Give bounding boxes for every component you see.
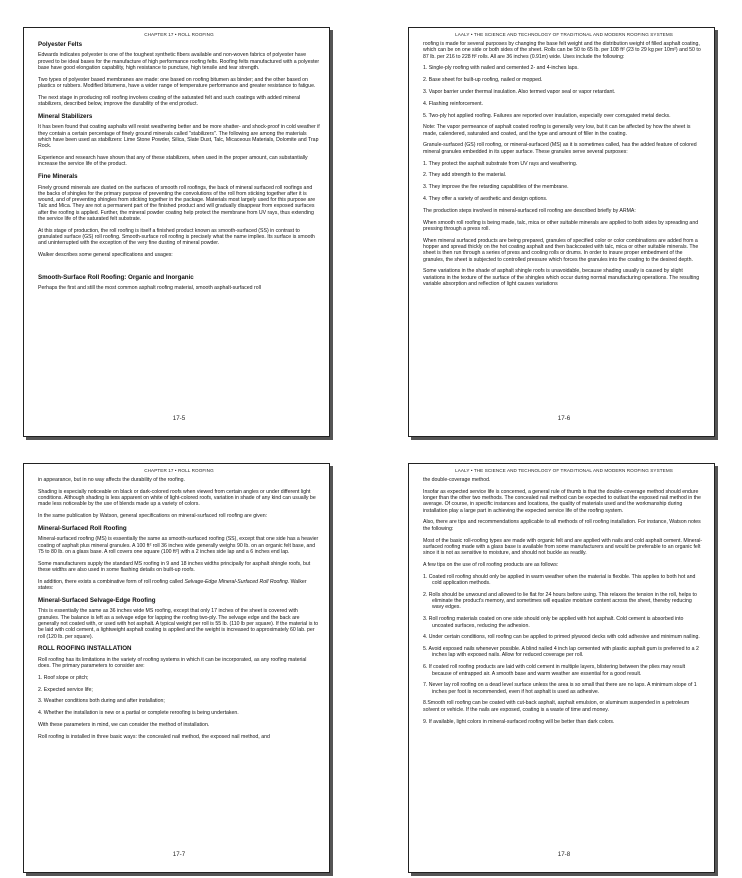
paragraph-text: . Walker states: xyxy=(38,578,307,592)
running-header: LAALY • THE SCIENCE AND TECHNOLOGY OF TRADITIONAL AND MODERN ROOFING SYSTEMS xyxy=(455,32,673,37)
list-item: 7. Never lay roll roofing on a dead level surface unless the area is so small that there are no laps. A minimum slope of 1 inches per foot is recommended, even if hot asphalt is used as adhesive. xyxy=(423,682,697,695)
paragraph: Mineral-surfaced roofing (MS) is essentially the same as smooth-surfaced roofing (SS), except that one side has a heavier coating of asphalt plus mineral granules. A 100 ft² roll 36 inches wide generally weighs 90 lb. on an organic felt base, and 75 to 80 lb. on a glass base. A roll covers one square (100 ft²) with a 2 inches side lap and a 6 inches end lap. xyxy=(38,536,319,555)
list-item: 3. Roll roofing materials coated on one side should only be applied with hot asphalt. Cold cement is absorbed into uncoated surfaces, reducing the adhesion. xyxy=(423,616,684,629)
section-heading: ROLL ROOFING INSTALLATION xyxy=(38,645,132,653)
page-17-6 xyxy=(408,27,715,437)
list-item: 1. They protect the asphalt substrate from UV rays and weathering. xyxy=(423,160,578,167)
section-heading: Mineral-Surfaced Roll Roofing xyxy=(38,524,127,532)
list-item: 4. Whether the installation is new or a partial or complete reroofing is being undertaken. xyxy=(38,710,239,717)
paragraph: With these parameters in mind, we can consider the method of installation. xyxy=(38,722,210,729)
paragraph: Granule-surfaced (GS) roll roofing, or mineral-surfaced (MS) as it is sometimes called, has the added feature of colored mineral granules embedded in its upper surface. These granules serve several purposes: xyxy=(423,142,697,155)
page-17-5 xyxy=(23,27,330,437)
page-number: 17-5 xyxy=(172,415,186,422)
paragraph: 8.Smooth roll roofing can be coated with cut-back asphalt, asphalt emulsion, or aluminum suspended in a petroleum solvent or vehicle. If the nails are exposed, coating is a waste of time and money. xyxy=(423,700,690,713)
paragraph-text: In addition, there exists a combinative form of roll roofing called xyxy=(38,578,185,585)
paragraph: Most of the basic roll-roofing types are made with organic felt and are applied with nails and cold asphalt cement. Mineral-surfaced roofing made with a glass base is available from some manufacturers and would be preferable to an organic felt since it is not as sensitive to moisture, and should not buckle as readily. xyxy=(423,537,703,557)
paragraph: Insofar as expected service life is concerned, a general rule of thumb is that the double-coverage method should endure longer than the other two methods. The concealed nail method can be expected to outlast the exposed nail method in the average. Of course, in specific instances and locations, the quality of materials used and the workmanship during installation play a large part in achieving the expected service life of the roofing system. xyxy=(423,488,701,514)
paragraph: It has been found that coating asphalts will resist weathering better and be more shatter- and shock-proof in cold weather if they contain a certain percentage of finely ground minerals called "stabilizers". The following are among the materials which have been used as stabilizers: Lime Stone Powder, Silica, Slate Dust, Talc, Micaceous Materials, Dolomite and Trap Rock. xyxy=(38,124,320,150)
paragraph: Finely ground minerals are dusted on the surfaces of smooth roll roofings, the back of mineral surfaced roll roofings and the backs of shingles for the primary purpose of preventing the convolutions of the roll from sticking together after it is wound, and of preventing shingles from sticking together in the package. Materials most largely used for this purpose are Talc and Mica. They are not a permanent part of the finished product and will gradually disappear from exposed surfaces after the roofing is applied. Further, the mineral powder coating help protect the membrane from UV rays, thus extending the service life of the saturated felt substrate. xyxy=(38,184,316,223)
paragraph: in appearance, but in no way affects the durability of the roofing. xyxy=(38,477,185,483)
list-item: 2. Base sheet for built-up roofing, nailed or mopped. xyxy=(423,77,543,84)
list-item: 1. Roof slope or pitch; xyxy=(38,674,89,681)
italic-term: Selvage-Edge Mineral-Surfaced Roll Roofing xyxy=(184,578,288,585)
paragraph: A few tips on the use of roll roofing products are as follows: xyxy=(423,561,559,568)
paragraph: This is essentially the same as 36 inches wide MS roofing, except that only 17 inches of the sheet is covered with granules. The balance is left as a selvage edge for lapping the roofing two-ply. The selvage edge and the back are generally not coated with, or used with hot asphalt. A typical weight per roll is 55 lb. (110 lb per square). If the material is to be laid with cold cement, a lightweight asphalt coating is applied and the weight is increased to approximately 60 lab. per roll (120 lb. per square). xyxy=(38,608,319,640)
page-number: 17-6 xyxy=(557,415,571,422)
list-item: 1. Single-ply roofing with nailed and cemented 2- and 4-inches laps. xyxy=(423,65,579,72)
paragraph: Edwards indicates polyester is one of the toughest synthetic fibers available and non-woven fabrics of polyester have proved to be ideal bases for the manufacture of high performance roofing felts. Roofing felts manufactured with a polyester base have good elongation capability, high resistance to puncture, high tensile and tear strength. xyxy=(38,52,320,71)
page-body xyxy=(423,477,705,730)
paragraph: Some variations in the shade of asphalt shingle roofs is unavoidable, because shading usually is caused by slight variations in the texture of the surface of the shingles which occur during normal manufacturing operations. The resulting variable absorption and reflection of light causes variations xyxy=(423,268,700,287)
page-number: 17-7 xyxy=(172,851,186,858)
section-heading: Mineral Stabilizers xyxy=(38,112,93,120)
running-header: LAALY • THE SCIENCE AND TECHNOLOGY OF TRADITIONAL AND MODERN ROOFING SYSTEMS xyxy=(455,468,673,473)
paragraph xyxy=(38,579,320,592)
paragraph: Note: The vapor permeance of asphalt coated roofing is generally very low, but it can be affected by how the sheet is made, calendered, saturated and coated, and the type and amount of filler in the coating. xyxy=(423,124,691,137)
list-item: 4. Under certain conditions, roll roofing can be applied to primed plywood decks with cold adhesive and minimum nailing. xyxy=(423,634,700,641)
list-item: 4. Flashing reinforcement. xyxy=(423,100,483,107)
paragraph: Roll roofing has its limitations in the variety of roofing systems in which it can be incorporated, as any roofing material does. The primary parameters to consider are: xyxy=(38,656,307,670)
paragraph: In the same publication by Watson, general specifications on mineral-surfaced roll roofing are given: xyxy=(38,513,268,520)
paragraph: Shading is especially noticeable on black or dark-colored roofs when viewed from certain angles or under different light conditions. Although shading is less apparent on white of light-colored roofs, variation in shade of any kind can usually be made less noticeable by the use of blends made up a variety of colors. xyxy=(38,488,316,508)
list-item: 3. Vapor barrier under thermal insulation. Also termed vapor seal or vapor retardant. xyxy=(423,88,616,95)
page-body xyxy=(38,41,320,297)
page-body xyxy=(423,41,705,293)
paragraph: The next stage in producing roll roofing involves coating of the saturated felt and such coatings with added mineral stabilizers, described below, improve the durability of the end product. xyxy=(38,94,301,108)
paragraph: When smooth roll roofing is being made, talc, mica or other suitable minerals are applied to both sides by spreading and pressing through a press roll. xyxy=(423,219,699,232)
paragraph: Experience and research have shown that any of these stabilizers, when used in the proper amount, can substantially increase the service life of the product. xyxy=(38,155,308,168)
paragraph: When mineral surfaced products are being prepared, granules of specified color or color combinations are added from a hopper and spread thickly on the hot coating asphalt and then backcoated with talc, mica or other suitable minerals. The sheet is then run through a series of press and cooling rolls or drums. In order to insure proper embedment of the granules, the sheet is subjected to controlled pressure which forces the granules into the coating to the desired depth. xyxy=(423,237,699,263)
list-item: 2. Expected service life; xyxy=(38,686,93,693)
list-item: 9. If available, light colors in mineral-surfaced roofing will be better than dark colors. xyxy=(423,718,615,725)
paragraph: Two types of polyester based membranes are made: one based on roofing bitumen as binder; and the other based on plastics or rubbers. Modified bitumens, have a wider range of temperature performance and greater resistance to fatigue. xyxy=(38,76,316,90)
running-header: CHAPTER 17 • ROLL ROOFING xyxy=(144,32,214,37)
paragraph: The production steps involved in mineral-surfaced roll roofing are described briefly by ARMA: xyxy=(423,207,636,214)
paragraph: Walker describes some general specifications and usages: xyxy=(38,252,173,259)
list-item: 4. They offer a variety of aesthetic and design options. xyxy=(423,195,548,202)
paragraph: roofing is made for several purposes by changing the base felt weight and the distribution weight of filled asphalt coating, which can be on one side or both sides of the sheet. Rolls can be 50 to 65 lb. per 108 ft² (23 to 29 kg per 10m²) and 50 to 87 lb. per 216 to 228 ft² rolls. All are 36 inches (0.91m) wide. Uses include the following: xyxy=(423,41,701,60)
section-heading: Polyester Felts xyxy=(38,41,83,48)
paragraph: At this stage of production, the roll roofing is itself a finished product known as smooth-surfaced (SS) in contrast to granulated surface (GS) roll roofing. Smooth-surface roll roofing is precisely what the name implies. Its surface is smooth and uninterrupted with the exception of the very fine dusting of mineral powder. xyxy=(38,227,315,247)
section-heading: Smooth-Surface Roll Roofing: Organic and Inorganic xyxy=(38,274,194,282)
page-17-8 xyxy=(408,463,715,873)
section-heading: Fine Minerals xyxy=(38,173,78,181)
list-item: 3. Weather conditions both during and after installation; xyxy=(38,698,165,705)
page-17-7 xyxy=(23,463,330,873)
paragraph: Perhaps the first and still the most common asphalt roofing material, smooth asphalt-surfaced roll xyxy=(38,285,261,292)
page-number: 17-8 xyxy=(557,851,571,858)
paragraph: Some manufacturers supply the standard MS roofing in 9 and 18 inches widths principally for asphalt shingle roofs, but these widths are also used in some flashing details on built-up roofs. xyxy=(38,560,311,574)
section-heading: Mineral-Surfaced Selvage-Edge Roofing xyxy=(38,596,156,604)
paragraph: the double-coverage method. xyxy=(423,477,491,483)
list-item: 5. Two-ply hot applied roofing. Failures are reported over insulation, especially over corrugated metal decks. xyxy=(423,112,671,119)
list-item: 3. They improve the fire retarding capabilities of the membrane. xyxy=(423,184,569,191)
list-item: 1. Coated roll roofing should only be applied in warm weather when the material is flexible. This applies to both hot and cold application methods. xyxy=(423,573,696,587)
spacer xyxy=(38,264,320,274)
list-item: 6. If coated roll roofing products are laid with cold cement in multiple layers, blistering between the plies may result because of entrapped air. A smooth base and warm weather are essential for a good result. xyxy=(423,664,686,677)
list-item: 2. Rolls should be unwound and allowed to lie flat for 24 hours before using. This relaxes the tension in the roll, helps to eliminate the product's memory, and sometimes will equalize moisture content across the sheet, thereby reducing wavy edges. xyxy=(423,591,697,611)
paragraph: Also, there are tips and recommendations applicable to all methods of roll roofing installation. For instance, Watson notes the following: xyxy=(423,519,701,532)
list-item: 2. They add strength to the material. xyxy=(423,172,507,179)
running-header: CHAPTER 17 • ROLL ROOFING xyxy=(144,468,214,473)
page-body xyxy=(38,477,320,746)
list-item: 5. Avoid exposed nails whenever possible. A blind nailed 4 inch lap cemented with plastic asphalt gum is preferred to a 2 inches lap with exposed nails. Allow for reduced coverage per roll. xyxy=(423,646,699,659)
paragraph: Roll roofing is installed in three basic ways: the concealed nail method, the exposed nail method, and xyxy=(38,733,270,740)
